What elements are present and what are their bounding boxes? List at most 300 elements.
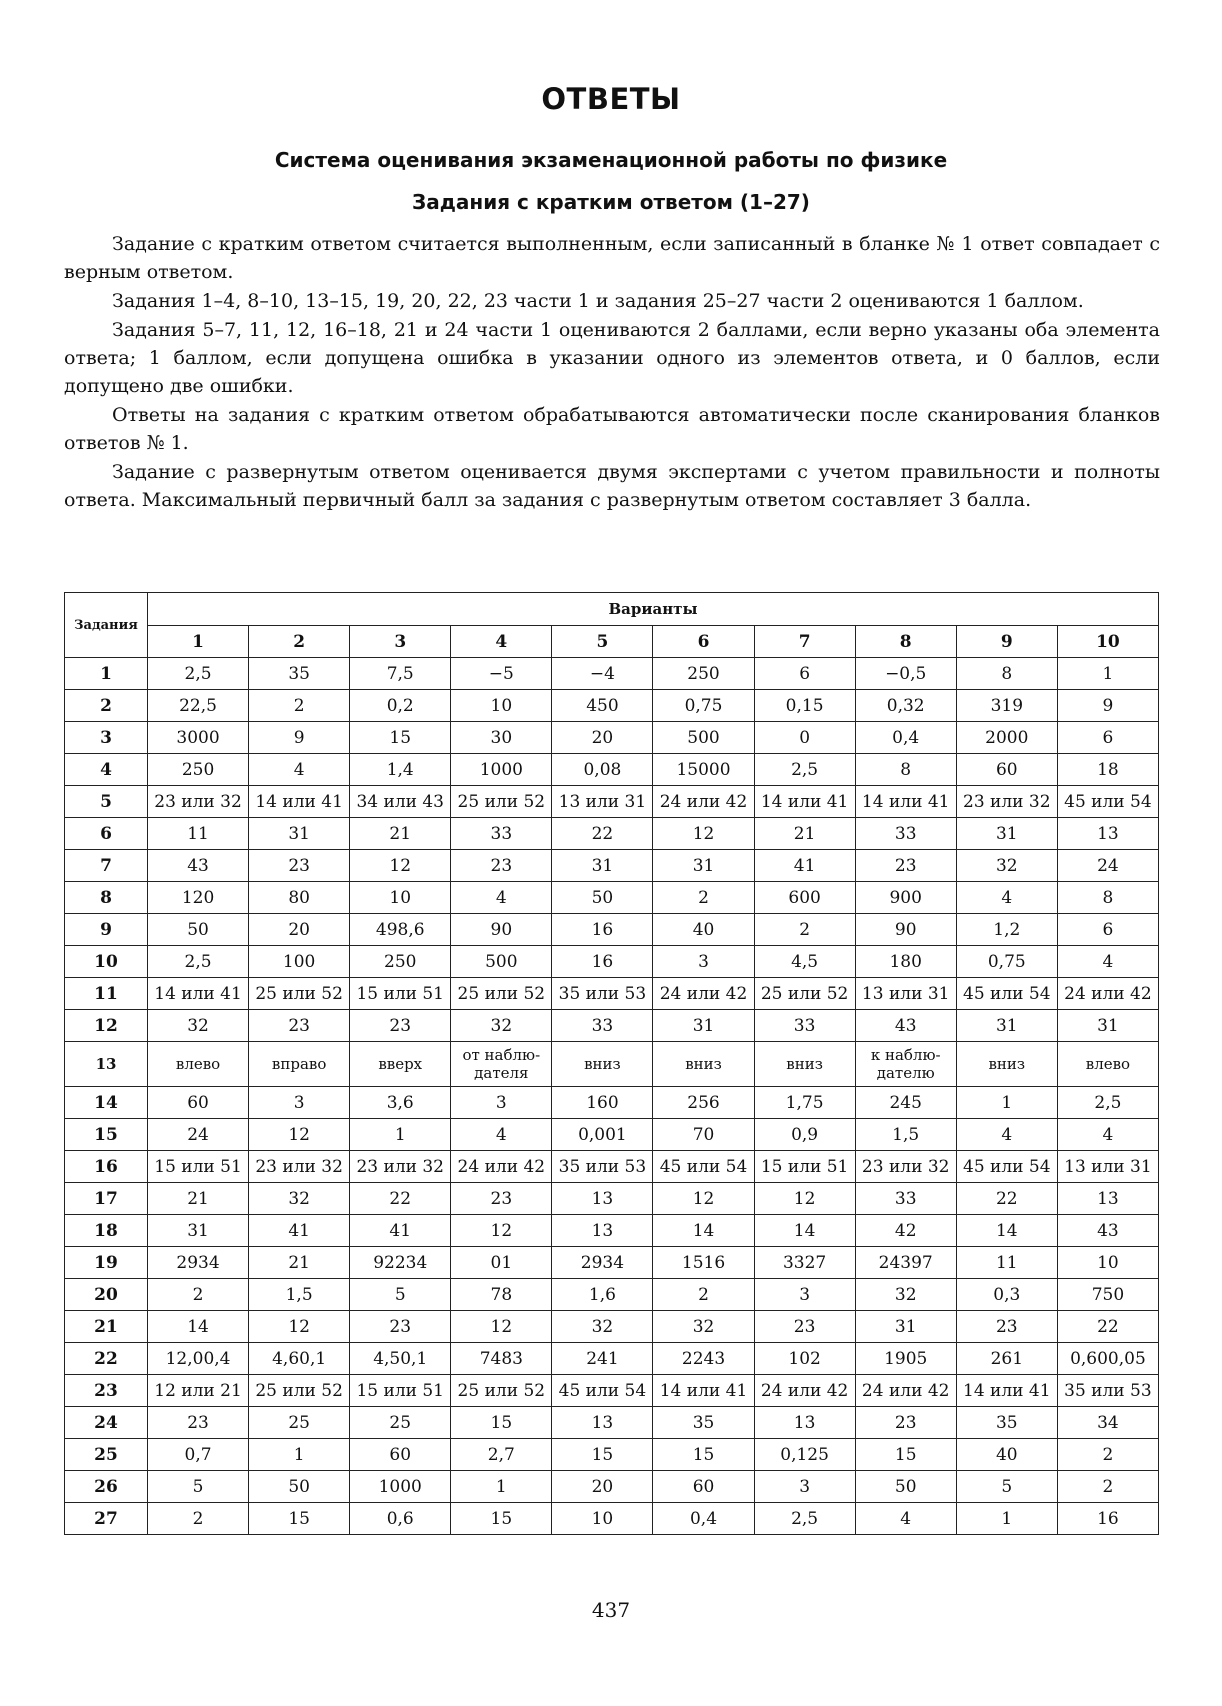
answer-cell: 25 или 52 [451,1375,552,1407]
answer-cell: 50 [148,914,249,946]
table-row [65,1215,1159,1247]
answer-cell: 31 [1057,1010,1158,1042]
answer-cell: влево [1057,1042,1158,1087]
answer-cell: 4 [451,1119,552,1151]
task-number-cell: 19 [65,1247,148,1279]
answer-cell: 23 или 32 [249,1151,350,1183]
answer-cell: 10 [350,882,451,914]
answer-cell: 450 [552,690,653,722]
answer-cell: 15 [552,1439,653,1471]
table-row [65,1183,1159,1215]
answer-cell: 0,4 [653,1503,754,1535]
answer-cell: 9 [1057,690,1158,722]
answer-cell: 25 или 52 [249,978,350,1010]
answer-cell: 15 или 51 [148,1151,249,1183]
answer-cell: 20 [552,722,653,754]
answer-cell: 23 или 32 [350,1151,451,1183]
answer-cell: 45 или 54 [653,1151,754,1183]
answer-cell: 750 [1057,1279,1158,1311]
answer-cell: 32 [956,850,1057,882]
answer-cell: 20 [249,914,350,946]
answer-cell: 33 [552,1010,653,1042]
intro-paragraph: Задание с развернутым ответом оценивается двумя экспертами с учетом правильности и полноты ответа. Максимальный первичный балл за задания с развернутым ответом составляет 3 балла. [64,461,1160,511]
table-row [65,1042,1159,1087]
answer-cell: 41 [249,1215,350,1247]
answer-cell: 12,00,4 [148,1343,249,1375]
answer-cell: 11 [148,818,249,850]
answer-cell: 45 или 54 [956,978,1057,1010]
answer-cell: 25 [350,1407,451,1439]
answer-cell: 15 или 51 [350,978,451,1010]
answer-cell: 35 или 53 [552,1151,653,1183]
answer-cell: 50 [552,882,653,914]
answer-cell: 120 [148,882,249,914]
answer-cell: 32 [249,1183,350,1215]
answer-cell: 22 [350,1183,451,1215]
answer-cell: 33 [451,818,552,850]
intro-paragraph: Задания 5–7, 11, 12, 16–18, 21 и 24 части 1 оцениваются 2 баллами, если верно указаны оба элемента ответа; 1 баллом, если допущена ошибка в указании одного из элементов ответа, и 0 баллов, если допущено две ошибки. [64,319,1160,397]
answer-cell: 13 или 31 [1057,1151,1158,1183]
answer-cell: 2 [754,914,855,946]
answer-cell: 4 [249,754,350,786]
variant-numbers-row [65,626,1159,658]
answer-cell: 70 [653,1119,754,1151]
answer-cell: 12 [249,1311,350,1343]
answer-cell: 1000 [350,1471,451,1503]
tasks-header: Задания [65,593,148,658]
answer-cell: 35 [956,1407,1057,1439]
answer-cell: 33 [855,1183,956,1215]
answer-cell: 3000 [148,722,249,754]
table-row [65,1375,1159,1407]
answer-cell: 100 [249,946,350,978]
answer-cell: 43 [148,850,249,882]
answer-cell: 23 [249,850,350,882]
answer-cell: 60 [350,1439,451,1471]
answer-cell: 24 или 42 [653,978,754,1010]
answer-cell: 14 или 41 [249,786,350,818]
answer-cell: 13 [1057,1183,1158,1215]
answer-cell: 5 [350,1279,451,1311]
answer-cell: 15 или 51 [350,1375,451,1407]
answer-cell: 7,5 [350,658,451,690]
answer-cell: 24 или 42 [451,1151,552,1183]
answer-cell: 250 [653,658,754,690]
answer-cell: 0,600,05 [1057,1343,1158,1375]
task-number-cell: 7 [65,850,148,882]
answers-table [64,592,1159,1535]
answer-cell: 12 [249,1119,350,1151]
answer-cell: 12 [350,850,451,882]
answer-cell: 6 [1057,722,1158,754]
answer-cell: 78 [451,1279,552,1311]
answer-cell: 21 [754,818,855,850]
task-number-cell: 16 [65,1151,148,1183]
table-row [65,1010,1159,1042]
task-number-cell: 27 [65,1503,148,1535]
table-row [65,1311,1159,1343]
answer-cell: 35 или 53 [552,978,653,1010]
answer-cell: 6 [754,658,855,690]
answer-cell: 22 [956,1183,1057,1215]
answer-cell: 23 [451,1183,552,1215]
answer-cell: 12 [451,1311,552,1343]
answer-cell: 24 [148,1119,249,1151]
answer-cell: 1516 [653,1247,754,1279]
answer-cell: 8 [1057,882,1158,914]
answer-cell: 45 или 54 [552,1375,653,1407]
answer-cell: 60 [956,754,1057,786]
answer-cell: 8 [956,658,1057,690]
answer-cell: 8 [855,754,956,786]
answer-cell: 6 [1057,914,1158,946]
answer-cell: 24 или 42 [855,1375,956,1407]
answer-cell: влево [148,1042,249,1087]
answer-cell: 1 [1057,658,1158,690]
answer-cell: 1,4 [350,754,451,786]
answer-cell: 500 [653,722,754,754]
answer-cell: 41 [350,1215,451,1247]
answer-cell: 31 [653,850,754,882]
answer-cell: 102 [754,1343,855,1375]
answer-cell: 10 [451,690,552,722]
answer-cell: 25 [249,1407,350,1439]
variant-header-cell: 2 [249,626,350,658]
task-number-cell: 17 [65,1183,148,1215]
answer-cell: 2,5 [754,754,855,786]
answer-cell: 2000 [956,722,1057,754]
answer-cell: 13 [1057,818,1158,850]
answer-cell: 12 [653,818,754,850]
answer-cell: 4 [956,1119,1057,1151]
task-number-cell: 2 [65,690,148,722]
task-number-cell: 21 [65,1311,148,1343]
answer-cell: 250 [148,754,249,786]
answer-cell: 30 [451,722,552,754]
answer-cell: 18 [1057,754,1158,786]
table-row [65,658,1159,690]
answer-cell: 10 [552,1503,653,1535]
answer-cell: 23 [451,850,552,882]
answer-cell: 180 [855,946,956,978]
answer-cell: 1 [956,1503,1057,1535]
answer-cell: 45 или 54 [1057,786,1158,818]
answer-cell: 23 [754,1311,855,1343]
answer-cell: 40 [956,1439,1057,1471]
answer-cell: 60 [148,1087,249,1119]
answer-cell: 35 [249,658,350,690]
table-row [65,1119,1159,1151]
answer-cell: 900 [855,882,956,914]
answer-cell: 2,5 [754,1503,855,1535]
answer-cell: 3 [249,1087,350,1119]
answer-cell: 14 или 41 [754,786,855,818]
answer-cell: 23 [956,1311,1057,1343]
answer-cell: 24 [1057,850,1158,882]
table-row [65,914,1159,946]
answer-cell: 15 [249,1503,350,1535]
answer-cell: 35 [653,1407,754,1439]
answer-cell: 2 [148,1503,249,1535]
answer-cell: 16 [552,946,653,978]
table-row [65,1439,1159,1471]
table-row [65,850,1159,882]
intro-text [64,230,1160,515]
answer-cell: вниз [754,1042,855,1087]
answers-table-body [65,658,1159,1535]
answer-cell: 25 или 52 [451,786,552,818]
answer-cell: 2243 [653,1343,754,1375]
answer-cell: 0,75 [653,690,754,722]
answer-cell: 2,5 [1057,1087,1158,1119]
answer-cell: 40 [653,914,754,946]
intro-paragraph: Задания 1–4, 8–10, 13–15, 19, 20, 22, 23 части 1 и задания 25–27 части 2 оцениваются 1 баллом. [112,290,1084,312]
task-number-cell: 5 [65,786,148,818]
answer-cell: 25 или 52 [451,978,552,1010]
answer-cell: 15 [350,722,451,754]
answer-cell: 0,4 [855,722,956,754]
answer-cell: 13 или 31 [552,786,653,818]
task-number-cell: 6 [65,818,148,850]
answer-cell: 3 [451,1087,552,1119]
page-number: 437 [591,1598,631,1622]
answer-cell: 90 [855,914,956,946]
answer-cell: 34 [1057,1407,1158,1439]
answer-cell: 1 [350,1119,451,1151]
answer-cell: 50 [855,1471,956,1503]
task-number-cell: 13 [65,1042,148,1087]
page-title: ОТВЕТЫ [541,82,681,116]
answer-cell: к наблю-дателю [855,1042,956,1087]
answer-cell: 13 или 31 [855,978,956,1010]
answer-cell: 10 [1057,1247,1158,1279]
answer-cell: 31 [653,1010,754,1042]
variant-header-cell: 4 [451,626,552,658]
answer-cell: 2 [653,1279,754,1311]
answer-cell: 23 [350,1010,451,1042]
answer-cell: 42 [855,1215,956,1247]
section-title: Задания с кратким ответом (1–27) [412,190,810,214]
answer-cell: 500 [451,946,552,978]
task-number-cell: 10 [65,946,148,978]
answer-cell: вниз [552,1042,653,1087]
answer-cell: 12 [754,1183,855,1215]
answer-cell: 16 [552,914,653,946]
answer-cell: 32 [855,1279,956,1311]
answer-cell: −5 [451,658,552,690]
answer-cell: 3 [754,1279,855,1311]
answer-cell: 3,6 [350,1087,451,1119]
answer-cell: 80 [249,882,350,914]
answer-cell: 22 [1057,1311,1158,1343]
document-subtitle: Система оценивания экзаменационной работы по физике [274,148,948,172]
answer-cell: 2 [1057,1439,1158,1471]
answer-cell: 14 [653,1215,754,1247]
answer-cell: 5 [956,1471,1057,1503]
variant-header-cell: 9 [956,626,1057,658]
table-row [65,1407,1159,1439]
answer-cell: 2 [148,1279,249,1311]
answer-cell: 0,08 [552,754,653,786]
answer-cell: 21 [249,1247,350,1279]
answer-cell: 13 [552,1215,653,1247]
answer-cell: 01 [451,1247,552,1279]
task-number-cell: 15 [65,1119,148,1151]
table-row [65,722,1159,754]
answer-cell: 4 [1057,1119,1158,1151]
answer-cell: 23 [855,850,956,882]
answer-cell: 32 [451,1010,552,1042]
answer-cell: 2934 [148,1247,249,1279]
answer-cell: 23 [148,1407,249,1439]
answer-cell: 90 [451,914,552,946]
answer-cell: 245 [855,1087,956,1119]
answer-cell: 1 [956,1087,1057,1119]
answer-cell: 1000 [451,754,552,786]
answer-cell: 31 [956,818,1057,850]
answer-cell: 13 [552,1407,653,1439]
answer-cell: 3 [754,1471,855,1503]
answer-cell: −0,5 [855,658,956,690]
task-number-cell: 24 [65,1407,148,1439]
answer-cell: 0,15 [754,690,855,722]
answer-cell: 50 [249,1471,350,1503]
task-number-cell: 3 [65,722,148,754]
answer-cell: 35 или 53 [1057,1375,1158,1407]
table-row [65,690,1159,722]
variant-header-cell: 6 [653,626,754,658]
answer-cell: 2,5 [148,658,249,690]
task-number-cell: 1 [65,658,148,690]
answer-cell: 60 [653,1471,754,1503]
variant-header-cell: 5 [552,626,653,658]
task-number-cell: 26 [65,1471,148,1503]
answer-cell: 22,5 [148,690,249,722]
answer-cell: 25 или 52 [754,978,855,1010]
answer-cell: 1,6 [552,1279,653,1311]
answer-cell: 2,7 [451,1439,552,1471]
table-row [65,754,1159,786]
answer-cell: 14 [754,1215,855,1247]
answer-cell: 32 [148,1010,249,1042]
task-number-cell: 11 [65,978,148,1010]
answer-cell: 24397 [855,1247,956,1279]
table-row [65,786,1159,818]
variant-header-cell: 3 [350,626,451,658]
answer-cell: 15000 [653,754,754,786]
answer-cell: 4 [956,882,1057,914]
answer-cell: 3327 [754,1247,855,1279]
answer-cell: 14 или 41 [956,1375,1057,1407]
answer-cell: 14 или 41 [653,1375,754,1407]
answer-cell: 14 [148,1311,249,1343]
answer-cell: 0,7 [148,1439,249,1471]
answer-cell: 4,50,1 [350,1343,451,1375]
table-row [65,1503,1159,1535]
answer-cell: 45 или 54 [956,1151,1057,1183]
answer-cell: 31 [956,1010,1057,1042]
task-number-cell: 12 [65,1010,148,1042]
task-number-cell: 23 [65,1375,148,1407]
answer-cell: 13 [754,1407,855,1439]
answer-cell: 4 [451,882,552,914]
answer-cell: 1,5 [249,1279,350,1311]
answer-cell: вниз [653,1042,754,1087]
answer-cell: 24 или 42 [653,786,754,818]
answer-cell: 2934 [552,1247,653,1279]
task-number-cell: 20 [65,1279,148,1311]
variant-header-cell: 1 [148,626,249,658]
answer-cell: 32 [552,1311,653,1343]
answer-cell: 2 [653,882,754,914]
answer-cell: 0,3 [956,1279,1057,1311]
task-number-cell: 8 [65,882,148,914]
variants-header: Варианты [148,593,1159,626]
answer-cell: 1,2 [956,914,1057,946]
answer-cell: 15 или 51 [754,1151,855,1183]
answer-cell: 0,32 [855,690,956,722]
answer-cell: 0,125 [754,1439,855,1471]
answer-cell: 24 или 42 [1057,978,1158,1010]
answer-cell: 20 [552,1471,653,1503]
answer-cell: 4 [1057,946,1158,978]
answer-cell: 23 [249,1010,350,1042]
answer-cell: 4,60,1 [249,1343,350,1375]
answer-cell: 14 [956,1215,1057,1247]
task-number-cell: 9 [65,914,148,946]
answer-cell: 0,2 [350,690,451,722]
answer-cell: 319 [956,690,1057,722]
answer-cell: 22 [552,818,653,850]
answer-cell: 0 [754,722,855,754]
answer-cell: 3 [653,946,754,978]
answer-cell: 9 [249,722,350,754]
answer-cell: 15 [451,1407,552,1439]
answer-cell: 11 [956,1247,1057,1279]
answer-cell: 12 [451,1215,552,1247]
answer-cell: 15 [451,1503,552,1535]
answer-cell: 23 [350,1311,451,1343]
task-number-cell: 14 [65,1087,148,1119]
answer-cell: 2 [1057,1471,1158,1503]
answer-cell: 41 [754,850,855,882]
answer-cell: от наблю-дателя [451,1042,552,1087]
table-row [65,882,1159,914]
answer-cell: 0,001 [552,1119,653,1151]
answer-cell: 25 или 52 [249,1375,350,1407]
task-number-cell: 18 [65,1215,148,1247]
intro-paragraph: Ответы на задания с кратким ответом обрабатываются автоматически после сканирования бланков ответов № 1. [64,404,1160,454]
answer-cell: 21 [350,818,451,850]
table-row [65,818,1159,850]
answer-cell: −4 [552,658,653,690]
answer-cell: 2 [249,690,350,722]
answer-cell: 21 [148,1183,249,1215]
answer-cell: 0,9 [754,1119,855,1151]
answer-cell: 43 [855,1010,956,1042]
answer-cell: 15 [855,1439,956,1471]
task-number-cell: 25 [65,1439,148,1471]
answer-cell: 12 или 21 [148,1375,249,1407]
intro-paragraph: Задание с кратким ответом считается выполненным, если записанный в бланке № 1 ответ совпадает с верным ответом. [64,233,1160,283]
answer-cell: 1,5 [855,1119,956,1151]
answer-cell: 160 [552,1087,653,1119]
table-row [65,1279,1159,1311]
answer-cell: 23 или 32 [956,786,1057,818]
table-row [65,946,1159,978]
answer-cell: 15 [653,1439,754,1471]
answer-cell: 43 [1057,1215,1158,1247]
